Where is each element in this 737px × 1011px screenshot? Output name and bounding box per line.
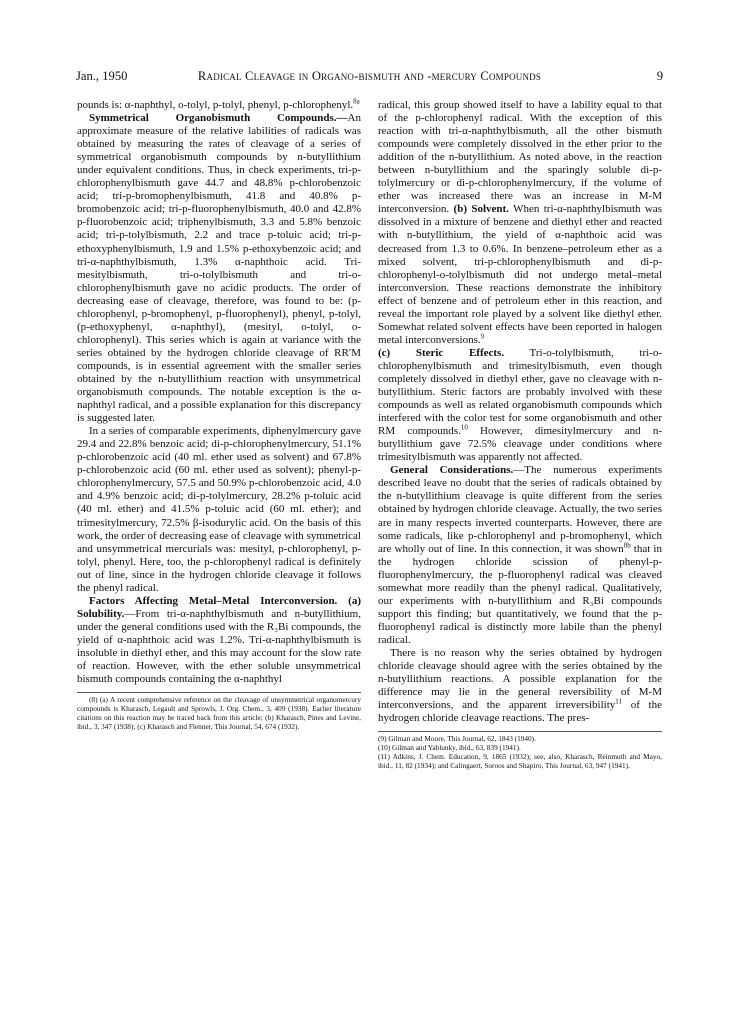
reference-mark: 8a xyxy=(353,97,360,106)
paragraph-text: pounds is: α-naphthyl, o-tolyl, p-tolyl, phenyl, p-chlorophenyl. xyxy=(77,99,354,111)
footnote: (9) Gilman and Moore, This Journal, 62, 1843 (1940). xyxy=(378,734,536,744)
header-date: Jan., 1950 xyxy=(76,69,128,83)
paragraph-text: In a series of comparable experiments, diphenylmercury gave 29.4 and 22.8% benzoic acid; di-p-chlorophenylmercury, 51.1% p-chlorobenzoic acid (40 ml. ether used as solvent) and 67.8% p-chlorobenzoic acid (60 ml. ether used as solvent); phenyl-p-chlorophenylmercury, 57.5 and 50.9% p-chlorobenzoic acid, 4.0 and 4.9% benzoic acid; di-p-tolylmercury, 28.2% p-toluic acid (40 ml. ether) and 41.5% p-toluic acid (60 ml. ether); and trimesitylmercury, 72.5% β-isodurylic acid. On the basis of this work, the order of decreasing ease of cleavage with symmetrical and unsymmetrical mercurials was: mesityl, p-chlorophenyl, p-tolyl, phenyl. Here, too, the p-chlorophenyl radical is definitely out of line, since in the hydrogen chloride cleavage it follows the phenyl radical. xyxy=(77,425,361,594)
left-column xyxy=(77,99,361,732)
paragraph xyxy=(378,99,662,347)
paragraph xyxy=(77,595,361,686)
paragraph xyxy=(77,112,361,425)
paragraph-text: —From tri-α-naphthylbismuth and n-butyllithium, under the general conditions used with the R₃Bi compounds, the yield of α-naphthoic acid was 1.2%. Tri-α-naphthylbismuth is insoluble in diethyl ether, and this may account for the slow rate of reaction. However, with the ether soluble unsymmetrical bismuth compounds containing the α-naphthyl xyxy=(77,607,361,686)
reference-mark: 8b xyxy=(623,540,631,549)
paragraph-text: However, dimesitylmercury and n-butyllithium gave 72.5% cleavage under conditions where trimesitylbismuth was apparently not affected. xyxy=(378,425,663,464)
paragraph-text: An approximate measure of the relative labilities of radicals was obtained by measuring the rates of cleavage of a series of symmetrical organobismuth compounds by n-butyllithium under equivalent conditions. Thus, in check experiments, tri-p-chlorophenylbismuth gave 44.7 and 48.8% p-chlorobenzoic acid; tri-p-bromophenylbismuth, 41.8 and 40.8% p-bromobenzoic acid; tri-p-fluorophenylbismuth, 40.0 and 42.8% p-fluorobenzoic acid; triphenylbismuth, 3.3 and 5.8% benzoic acid; tri-p-tolylbismuth, 2.2 and trace p-toluic acid; tri-p-ethoxyphenylbismuth, 1.9 and 1.5% p-ethoxybenzoic acid; and tri-α-naphthylbismuth, 1.3% α-naphthoic acid. Tri-mesitylbismuth, tri-o-tolylbismuth and tri-o-chlorophenylbismuth gave no acidic products. The order of decreasing ease of cleavage, therefore, was found to be: (p-chlorophenyl, p-bromophenyl, p-fluorophenyl), phenyl, p-tolyl, (p-ethoxyphenyl, α-naphthyl), (mesityl, o-tolyl, o-chlorophenyl). This series which is again at variance with the series obtained by the hydrogen chloride cleavage of RR′M compounds, is in essential agreement with the smaller series obtained by the n-butyllithium reaction with unsymmetrical organobismuth compounds. The notable exception is the α-naphthyl radical, and a possible explanation for this discrepancy is suggested later. xyxy=(77,112,361,425)
paragraph-text: of the hydrogen chloride cleavage reactions. The pres- xyxy=(378,699,662,725)
footnote: (11) Adkins, J. Chem. Education, 9, 1865 (1932); see, also, Kharasch, Reinmuth and Mayo, ibid., 11, 82 (1934); and Calingaert, Soroos and Shapiro, This Journal, 63, 947 (1941). xyxy=(378,752,662,770)
footnote-divider xyxy=(378,731,662,732)
paragraph-text: —The numerous experiments described leave no doubt that the series of radicals obtained by the n-butyllithium cleavage is quite different from the series obtained by hydrogen chloride cleavage. Actually, the two series are in many respects inverted counterparts. However, there are some radicals, like p-chlorophenyl and p-bromophenyl, which are wholly out of line. In this connection, it was shown xyxy=(378,464,662,555)
paragraph-text: There is no reason why the series obtained by hydrogen chloride cleavage should agree with the series obtained by the n-butyllithium reactions. A possible explanation for the difference may lie in the general reversibility of M-M interconversions, and the apparent irreversibility xyxy=(378,646,662,712)
paragraph-text: Tri-o-tolylbismuth, tri-o-chlorophenylbismuth and trimesitylbismuth, even though completely dissolved in diethyl ether, gave no cleavage with n-butyllithium. Steric factors are probably involved with these compounds as well as related organobismuth compounds which interfered with the color test for some organobismuth and other RM compounds. xyxy=(378,346,662,438)
paragraph-text: When tri-α-naphthylbismuth was dissolved in a mixture of benzene and diethyl ether and reacted with n-butyllithium, the yield of α-naphthoic acid was decreased from 1.3 to 0.6%. In benzene–petroleum ether as a mixed solvent, tri-p-chlorophenylbismuth and di-p-chlorophenyl-o-tolylbismuth did not undergo metal–metal interconversion. These reactions demonstrate the inhibitory effect of benzene and of petroleum ether in this reaction, and reveal the important role played by a solvent like diethyl ether. Somewhat related solvent effects have been reported in halogen metal interconversions. xyxy=(378,203,663,346)
right-column xyxy=(378,99,662,771)
reference-mark: 10 xyxy=(460,423,468,432)
section-heading: General Considerations. xyxy=(390,464,514,477)
header-title: Radical Cleavage in Organo-bismuth and -mercury Compounds xyxy=(197,69,542,83)
subsection-heading: (b) Solvent. xyxy=(453,203,509,216)
paragraph xyxy=(77,425,361,595)
reference-mark: 11 xyxy=(615,697,623,706)
footnote: (8) (a) A recent comprehensive reference on the cleavage of unsymmetrical organomercury compounds is Kharasch, Legault and Sprowls, J. Org. Chem., 3, 409 (1938). Earlier literature citations on this reaction may be traced back from this article; (b) Kharasch, Pines and Levine, ibid., 3, 347 (1938); (c) Kharasch and Flenner, This Journal, 54, 674 (1932). xyxy=(77,695,361,731)
subsection-heading: (c) Steric Effects. xyxy=(378,346,505,359)
page-number: 9 xyxy=(656,69,663,83)
paragraph xyxy=(378,347,662,464)
paragraph xyxy=(77,99,361,112)
paragraph-text: radical, this group showed itself to have a lability equal to that of the p-chlorophenyl radical. With the exception of this reaction with tri-α-naphthylbismuth, all the other bismuth compounds were completely dissolved in the ether prior to the addition of the n-butyllithium. As noted above, in the reaction between n-butyllithium and the sparingly soluble di-p-tolylmercury or di-p-chlorophenylmercury, if the volume of ether was increased there was an increase in M-M interconversion. xyxy=(378,99,662,216)
paragraph xyxy=(378,647,662,725)
reference-mark: 9 xyxy=(480,332,485,341)
paragraph xyxy=(378,464,662,647)
subsection-heading: (a) Solubility. xyxy=(77,594,361,620)
section-heading: Symmetrical Organobismuth Compounds.— xyxy=(89,112,348,125)
paragraph-text: that in the hydrogen chloride scission of phenyl-p-fluorophenylmercury, the p-fluorophenyl radical was cleaved somewhat more readily than the phenyl radical. Qualitatively, our experiments with n-butyllithium and R₃Bi compounds support this finding; but quantitatively, we found that the p-fluorophenyl radical is distinctly more labile than the phenyl radical. xyxy=(378,542,662,646)
footnote-divider xyxy=(77,692,361,693)
section-heading: Factors Affecting Metal–Metal Interconversion. xyxy=(89,594,338,607)
footnote: (10) Gilman and Yablunky, ibid., 63, 839 (1941). xyxy=(378,743,521,753)
